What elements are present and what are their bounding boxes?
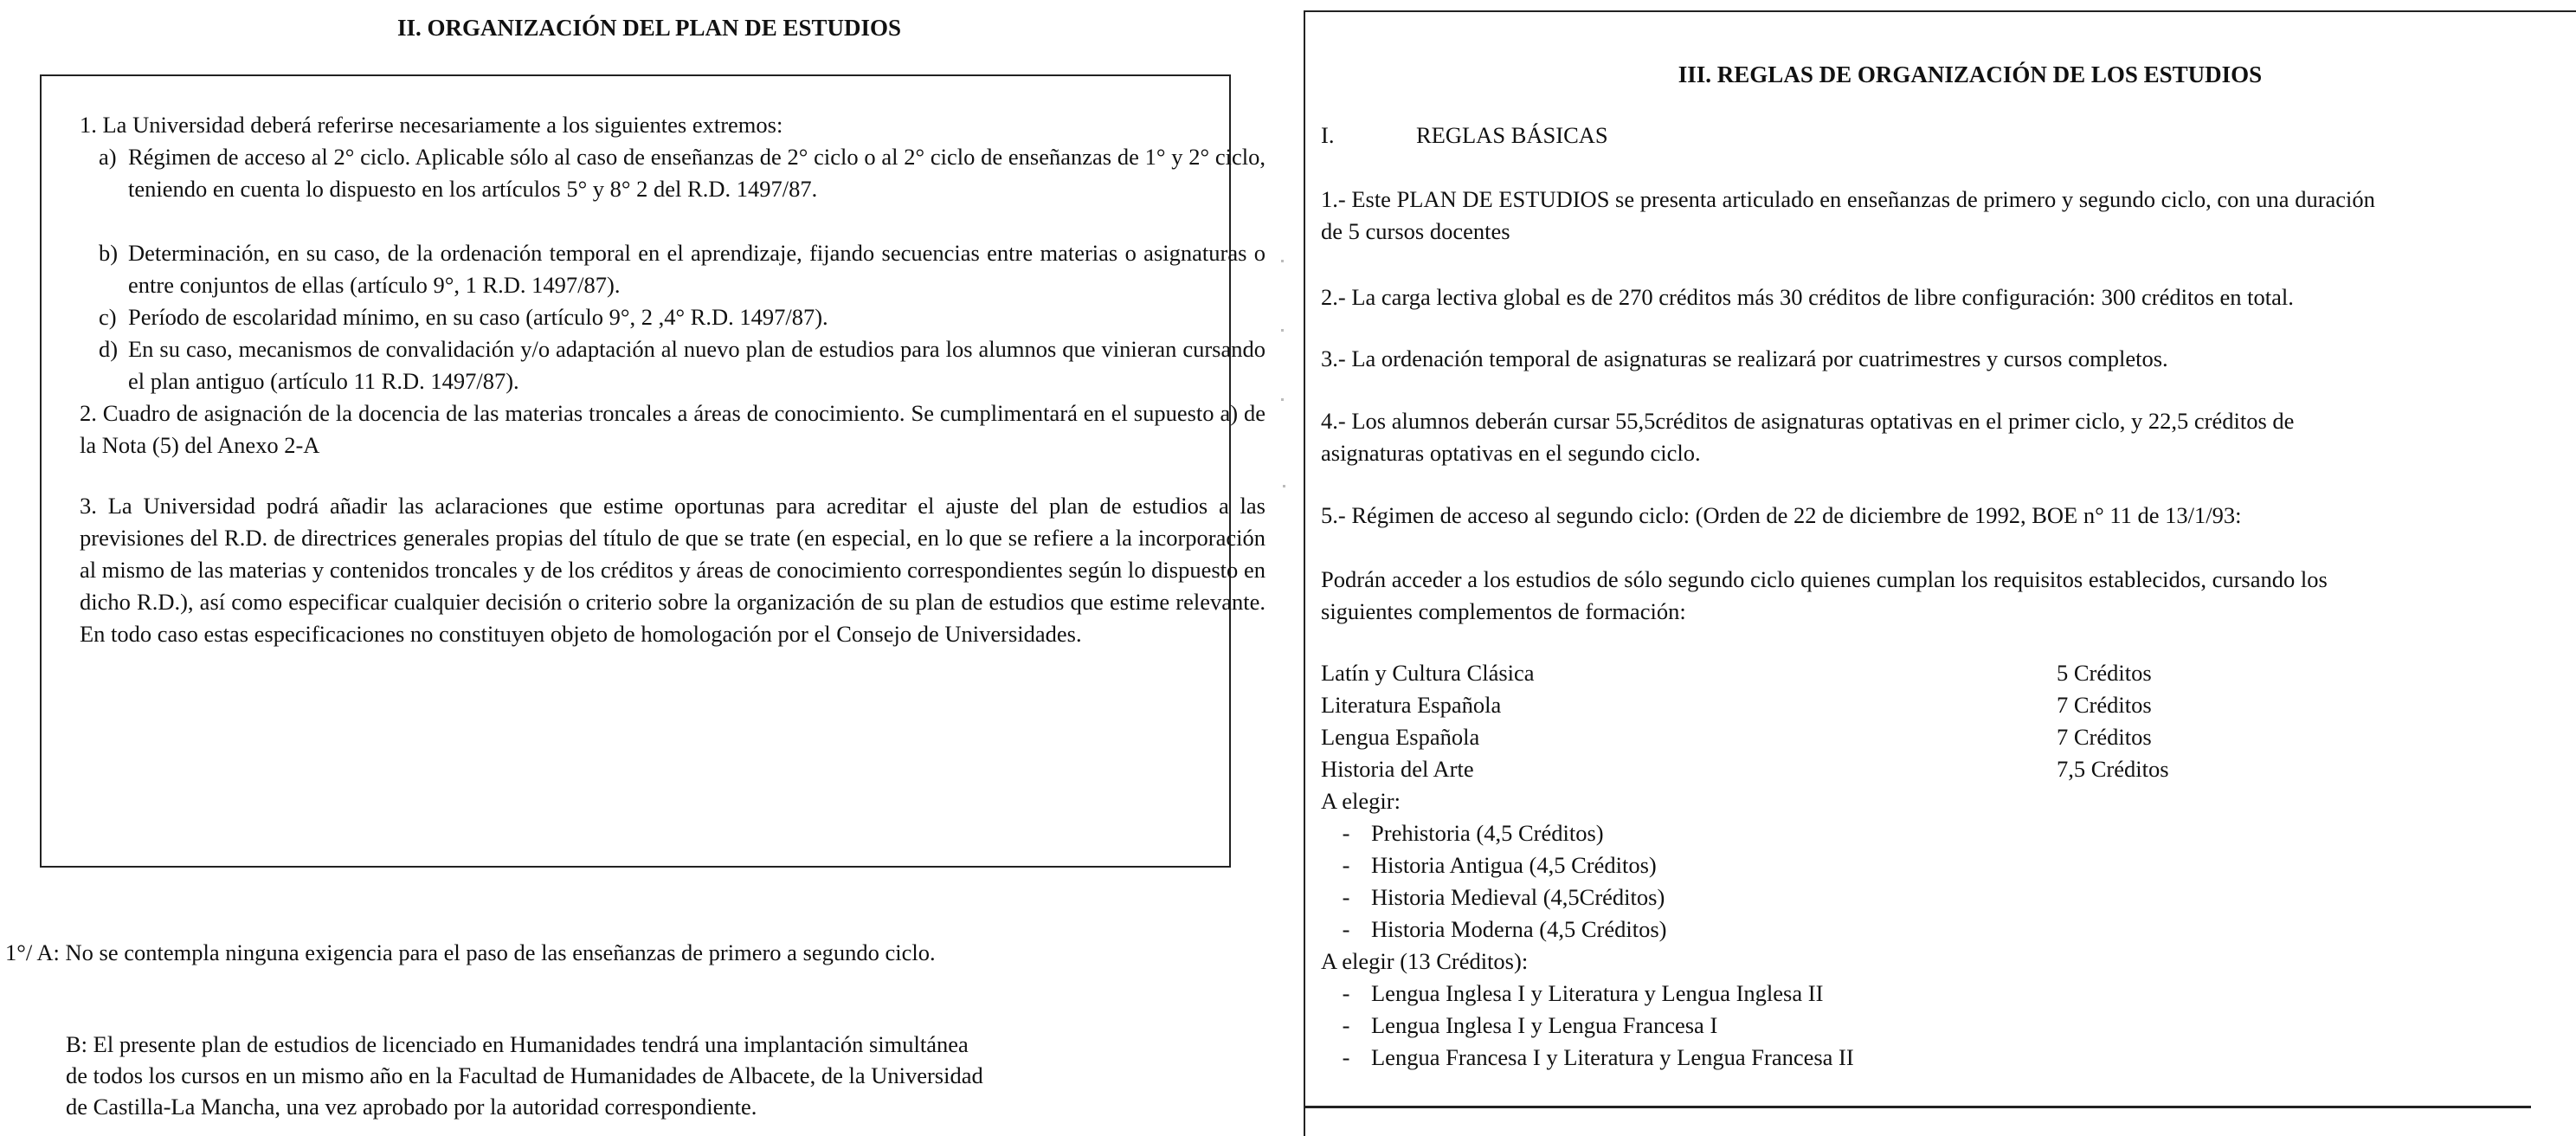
choose-item-text: Lengua Inglesa I y Lengua Francesa I	[1371, 1012, 1718, 1038]
access-paragraph	[1321, 564, 2576, 628]
left-page-title: II. ORGANIZACIÓN DEL PLAN DE ESTUDIOS	[396, 15, 902, 41]
item-text: Período de escolaridad mínimo, en su caso (artículo 9°, 2 ,4° R.D. 1497/87).	[128, 304, 828, 330]
section-title: REGLAS BÁSICAS	[1416, 122, 1608, 148]
complement-subject: Lengua Española	[1321, 724, 1480, 750]
complement-row	[1321, 721, 2360, 753]
left-paragraph-2: 2. Cuadro de asignación de la docencia de las materias troncales a áreas de conocimiento. Se cumplimentará en el supuesto a) de la Nota (5) del Anexo 2-A	[80, 400, 1265, 458]
choose-item-text: Lengua Inglesa I y Literatura y Lengua Inglesa II	[1371, 980, 1824, 1006]
left-item-a	[99, 141, 1265, 205]
access-line: Podrán acceder a los estudios de sólo segundo ciclo quienes cumplan los requisitos establecidos, cursando los	[1321, 566, 2328, 592]
complement-credits: 7 Créditos	[2057, 724, 2152, 750]
item-text: En su caso, mecanismos de convalidación y/o adaptación al nuevo plan de estudios para los alumnos que vinieran cursando el plan antiguo (artículo 11 R.D. 1497/87).	[128, 336, 1265, 394]
choose-item	[1321, 849, 2360, 881]
choose-heading: A elegir:	[1321, 788, 1401, 814]
item-label: c)	[99, 304, 117, 330]
item-label: d)	[99, 336, 119, 362]
rule-1	[1321, 184, 2576, 248]
note-b	[66, 1029, 1174, 1122]
left-paragraph-3: 3. La Universidad podrá añadir las aclaraciones que estime oportunas para acreditar el ajuste del plan de estudios a las previsiones del R.D. de directrices generales propias del título de que se trate (en especial, en lo que se refiere a la incorporación al mismo de las materias y contenidos troncales y de los créditos y áreas de conocimiento correspondientes según lo dispuesto en dicho R.D.), así como especificar cualquier decisión o criterio sobre la organización de su plan de estudios que estime relevante. En todo caso estas especificaciones no constituyen objeto de homologación por el Consejo de Universidades.	[80, 493, 1265, 647]
scan-speck	[1283, 485, 1285, 487]
section-number: I.	[1321, 122, 1335, 148]
note-a: 1°/ A: No se contempla ninguna exigencia para el paso de las enseñanzas de primero a segundo ciclo.	[5, 939, 936, 965]
note-b-line: de Castilla-La Mancha, una vez aprobado por la autoridad correspondiente.	[66, 1094, 757, 1120]
section-heading	[1321, 119, 2576, 152]
rule-4-line: 4.- Los alumnos deberán cursar 55,5créditos de asignaturas optativas en el primer ciclo, y 22,5 créditos de	[1321, 408, 2295, 434]
choose-item	[1321, 978, 2360, 1010]
dash: -	[1342, 916, 1350, 942]
complement-row	[1321, 753, 2360, 785]
access-line: siguientes complementos de formación:	[1321, 598, 1686, 624]
right-bottom-rule	[1304, 1106, 2531, 1108]
dash: -	[1342, 852, 1350, 878]
scan-speck	[1281, 329, 1284, 332]
rule-3: 3.- La ordenación temporal de asignaturas se realizará por cuatrimestres y cursos completos.	[1321, 345, 2168, 371]
dash: -	[1342, 1012, 1350, 1038]
rule-1-line: 1.- Este PLAN DE ESTUDIOS se presenta articulado en enseñanzas de primero y segundo ciclo, con una duración	[1321, 186, 2375, 212]
item-label: a)	[99, 144, 117, 170]
choose-item	[1321, 1010, 2360, 1042]
choose-item-text: Historia Moderna (4,5 Créditos)	[1371, 916, 1667, 942]
complements-list	[1321, 657, 2360, 1074]
note-b-line: de todos los cursos en un mismo año en la Facultad de Humanidades de Albacete, de la Universidad	[66, 1062, 983, 1088]
dash: -	[1342, 884, 1350, 910]
choose-item-text: Lengua Francesa I y Literatura y Lengua Francesa II	[1371, 1044, 1854, 1070]
note-b-line: B: El presente plan de estudios de licenciado en Humanidades tendrá una implantación simultánea	[66, 1031, 969, 1057]
rule-1-line: de 5 cursos docentes	[1321, 218, 1510, 244]
complement-credits: 7 Créditos	[2057, 692, 2152, 718]
complement-row	[1321, 657, 2360, 689]
left-item-b	[99, 237, 1265, 301]
complement-row	[1321, 689, 2360, 721]
complement-subject: Latín y Cultura Clásica	[1321, 660, 1535, 686]
rule-2: 2.- La carga lectiva global es de 270 créditos más 30 créditos de libre configuración: 300 créditos en total.	[1321, 284, 2294, 310]
dash: -	[1342, 820, 1350, 846]
choose-item	[1321, 881, 2360, 913]
dash: -	[1342, 980, 1350, 1006]
complement-credits: 7,5 Créditos	[2057, 756, 2169, 782]
complement-subject: Historia del Arte	[1321, 756, 1474, 782]
choose-item	[1321, 913, 2360, 946]
item-label: b)	[99, 240, 119, 266]
complement-subject: Literatura Española	[1321, 692, 1502, 718]
rule-4-line: asignaturas optativas en el segundo ciclo.	[1321, 440, 1701, 466]
left-paragraph-1: 1. La Universidad deberá referirse necesariamente a los siguientes extremos:	[80, 112, 783, 138]
complement-credits: 5 Créditos	[2057, 660, 2152, 686]
left-item-c	[99, 301, 1265, 333]
rule-4	[1321, 405, 2576, 469]
choose-item	[1321, 1042, 2360, 1074]
left-item-d	[99, 333, 1265, 397]
scan-speck	[1281, 260, 1284, 262]
choose-heading: A elegir (13 Créditos):	[1321, 948, 1529, 974]
rule-5: 5.- Régimen de acceso al segundo ciclo: (Orden de 22 de diciembre de 1992, BOE n° 11 de 13/1/93:	[1321, 502, 2242, 528]
right-page-title: III. REGLAS DE ORGANIZACIÓN DE LOS ESTUDIOS	[1678, 61, 2263, 87]
choose-item-text: Historia Antigua (4,5 Créditos)	[1371, 852, 1657, 878]
choose-item	[1321, 817, 2360, 849]
item-text: Determinación, en su caso, de la ordenación temporal en el aprendizaje, fijando secuencias entre materias o asignaturas o entre conjuntos de ellas (artículo 9°, 1 R.D. 1497/87).	[128, 240, 1265, 298]
choose-item-text: Historia Medieval (4,5Créditos)	[1371, 884, 1665, 910]
left-content-box	[40, 74, 1265, 868]
dash: -	[1342, 1044, 1350, 1070]
item-text: Régimen de acceso al 2° ciclo. Aplicable sólo al caso de enseñanzas de 2° ciclo o al 2° ciclo de enseñanzas de 1° y 2° ciclo, teniendo en cuenta lo dispuesto en los artículos 5° y 8° 2 del R.D. 1497/87.	[128, 144, 1265, 202]
scan-speck	[1281, 398, 1284, 401]
choose-item-text: Prehistoria (4,5 Créditos)	[1371, 820, 1604, 846]
